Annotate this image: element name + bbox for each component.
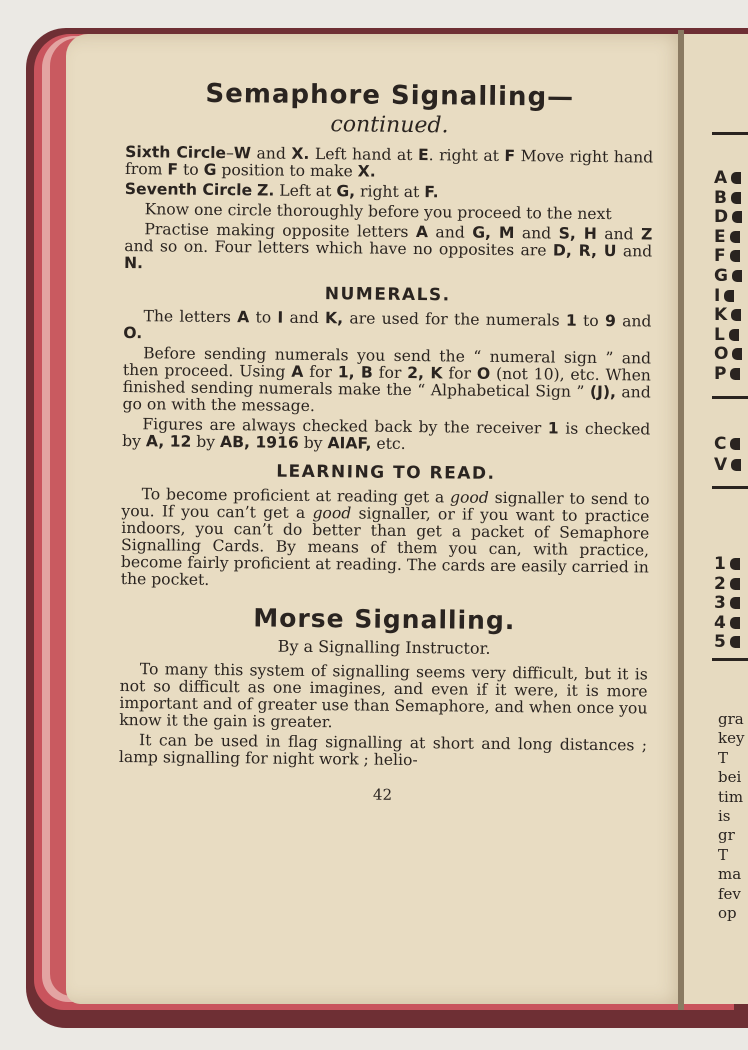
text-run: G [203,160,217,179]
right-page-word: bei [718,768,742,787]
alphabet-row [714,434,740,454]
text-run: are used for the numerals [343,309,567,330]
text-run: etc. [371,434,406,453]
page-text [118,78,654,806]
text-run: A [291,362,304,381]
text-run: O [476,364,491,383]
text-run: G, M [472,223,515,243]
text-run: good [312,503,352,523]
morse-symbol-icon [732,211,742,223]
morse-symbol-icon [724,290,734,302]
text-run: N. [123,253,144,273]
morse-symbol-icon [731,459,741,471]
morse-symbol-icon [730,636,740,648]
morse-symbol-icon [731,309,741,321]
morse-symbol-icon [732,348,742,360]
text-run: and [596,224,642,244]
text-run: good [449,488,489,507]
right-page-word: T [718,845,729,864]
paragraph-learning-to-read [121,486,650,594]
alphabet-row-label: E [714,226,726,247]
alphabet-row [714,207,742,227]
page-number: 42 [372,785,393,804]
morse-symbol-icon [730,597,740,609]
alphabet-row [714,188,741,208]
text-run: and [427,223,473,242]
morse-symbol-icon [730,617,740,629]
text-run: 1 [547,419,559,438]
numeral-row-label: 4 [714,612,726,633]
morse-symbol-icon [730,368,740,380]
text-run: and [616,242,653,261]
text-run: 9 [604,312,616,331]
text-run: Move right hand from [124,147,654,179]
text-run: A, 12 [145,432,192,451]
text-run: and [283,308,326,328]
text-run: F [504,146,516,166]
text-run: G, [336,182,356,201]
text-run: right at [355,182,425,202]
text-run: and [514,224,559,243]
text-run: F. [424,183,439,202]
paragraph-numeral-letters [123,308,651,348]
text-run: E [417,146,429,165]
heading-learning-to-read: LEARNING TO READ. [276,461,496,484]
text-run: by [191,432,221,452]
text-run: and so on. Four letters which have no opposites are [124,236,554,260]
alphabet-row [714,246,740,266]
text-run: S, H [558,224,597,243]
page-subtitle: continued. [330,112,449,139]
text-run: 2, K [407,363,443,383]
morse-title: Morse Signalling. [253,603,516,636]
numeral-row-label: 2 [714,573,726,594]
morse-symbol-icon [731,172,741,184]
table-rule [712,486,748,489]
alphabet-row-label: G [714,266,728,286]
text-run: (not 10), etc. When finished sending numerals make the “ Alphabetical Sign ” [122,364,652,401]
text-run: position to make [216,160,358,181]
numeral-row-label: 1 [714,554,726,574]
text-run: and go on with the message. [122,383,651,415]
alphabet-row-label: A [714,168,728,188]
text-run: and [250,144,292,163]
text-run: is checked by [122,419,651,451]
alphabet-row-label: C [714,434,727,454]
numeral-row [714,632,740,652]
text-run: The letters [143,307,238,327]
morse-symbol-icon [730,231,740,243]
text-run: for [372,363,408,382]
page-title: Semaphore Signalling— [205,78,575,113]
alphabet-row [714,364,740,384]
paragraph-numeral-sign [122,345,651,419]
text-run: Before sending numerals you send the “ numeral sign ” and then proceed. Using [122,344,652,381]
text-run: O. [123,323,143,343]
right-page-word: is [718,807,731,825]
paragraph-opposite-letters [124,221,653,278]
morse-symbol-icon [730,578,740,590]
text-run: for [303,362,338,382]
morse-symbol-icon [731,192,741,204]
paragraph-morse-intro [119,661,648,735]
alphabet-row-label: K [714,305,728,326]
text-run: 1, B [337,363,373,382]
text-run: AIAF, [327,434,372,453]
table-rule [712,132,748,135]
alphabet-row [714,325,739,345]
morse-symbol-icon [729,329,739,341]
alphabet-row [714,168,741,188]
numeral-row [714,554,740,574]
right-page-word: gr [718,826,735,845]
numeral-row [714,574,740,594]
right-page-word: key [718,729,745,748]
alphabet-row [714,305,741,325]
text-run: to [177,160,204,179]
text-run: Know one circle thoroughly before you proceed to the next [144,200,612,224]
text-run: to [576,311,606,331]
text-run: 1 [565,311,577,330]
morse-symbol-icon [730,250,740,262]
text-run: Left hand at [309,144,419,165]
right-page-word: T [718,748,729,767]
alphabet-row-label: L [714,324,725,345]
text-run: AB, 1916 [219,433,299,452]
alphabet-row [714,227,740,247]
text-run: for [442,364,477,383]
alphabet-row-label: P [714,364,727,384]
text-run: Z. [256,181,275,200]
text-run: To many this system of signalling seems very difficult, but it is not so difficult as one imagines, and even if it were, it is more important and of greater use than Semaphore, and when once you know it the gain is greater. [119,660,648,732]
alphabet-row-label: O [714,344,729,365]
text-run: I [277,308,284,327]
text-run: (J), [589,382,617,402]
alphabet-row [714,286,734,306]
alphabet-row-label: V [714,455,728,475]
table-rule [712,396,748,399]
alphabet-row-label: F [714,246,726,267]
numeral-row [714,613,740,633]
text-run: by [298,433,328,453]
text-run: D, R, U [552,241,617,261]
text-run: Practise making opposite letters [144,220,417,242]
heading-numerals: NUMERALS. [324,284,451,306]
text-run: . right at [428,146,505,165]
right-page-word: gra [718,710,744,728]
text-run: X. [357,162,376,181]
text-run: Figures are always checked back by the receiver [142,415,548,438]
text-run: Z [640,225,653,244]
text-run: signaller, or if you want to practice indoors, you can’t do better than get a packet of Semaphore Signalling Cards. By means of them you can, with practice, become fairly proficient at reading. The cards are easily carried in the pocket. [120,504,650,589]
text-run: K, [325,309,344,328]
alphabet-row-label: I [714,285,721,306]
text-run: A [415,223,429,242]
right-page-word: fev [718,884,741,903]
right-page [684,34,748,1004]
alphabet-row [714,455,741,475]
table-rule [712,658,748,661]
text-run: F [167,160,179,179]
right-page-word: ma [718,865,742,884]
text-run: Seventh Circle [124,179,253,200]
text-run: to [249,308,278,327]
text-run: Left at [274,181,337,201]
right-page-word: tim [718,787,744,806]
morse-byline: By a Signalling Instructor. [277,636,491,658]
numeral-row-label: 3 [714,593,726,614]
alphabet-row-label: B [714,187,727,208]
text-run: and [615,312,652,331]
numeral-row [714,593,740,613]
text-run: X. [291,144,310,163]
morse-symbol-icon [730,558,740,570]
numeral-row-label: 5 [714,632,726,653]
alphabet-row [714,344,742,364]
text-run: W [233,144,252,163]
alphabet-row [714,266,742,286]
text-run: – [225,144,234,163]
paragraph-morse-uses [119,732,647,772]
paragraph-figures-checked [122,416,650,456]
right-page-word: op [718,904,737,922]
text-run: Sixth Circle [125,142,227,163]
paragraph-sixth-circle [125,144,653,184]
morse-symbol-icon [730,438,740,450]
text-run: A [237,308,250,327]
text-run: signaller to send to you. If you can’t get a [121,488,650,522]
alphabet-row-label: D [714,207,729,228]
text-run: It can be used in flag signalling at short and long distances ; lamp signalling for night work ; helio- [118,731,648,770]
morse-symbol-icon [732,270,742,282]
text-run: To become proficient at reading get a [141,485,451,507]
